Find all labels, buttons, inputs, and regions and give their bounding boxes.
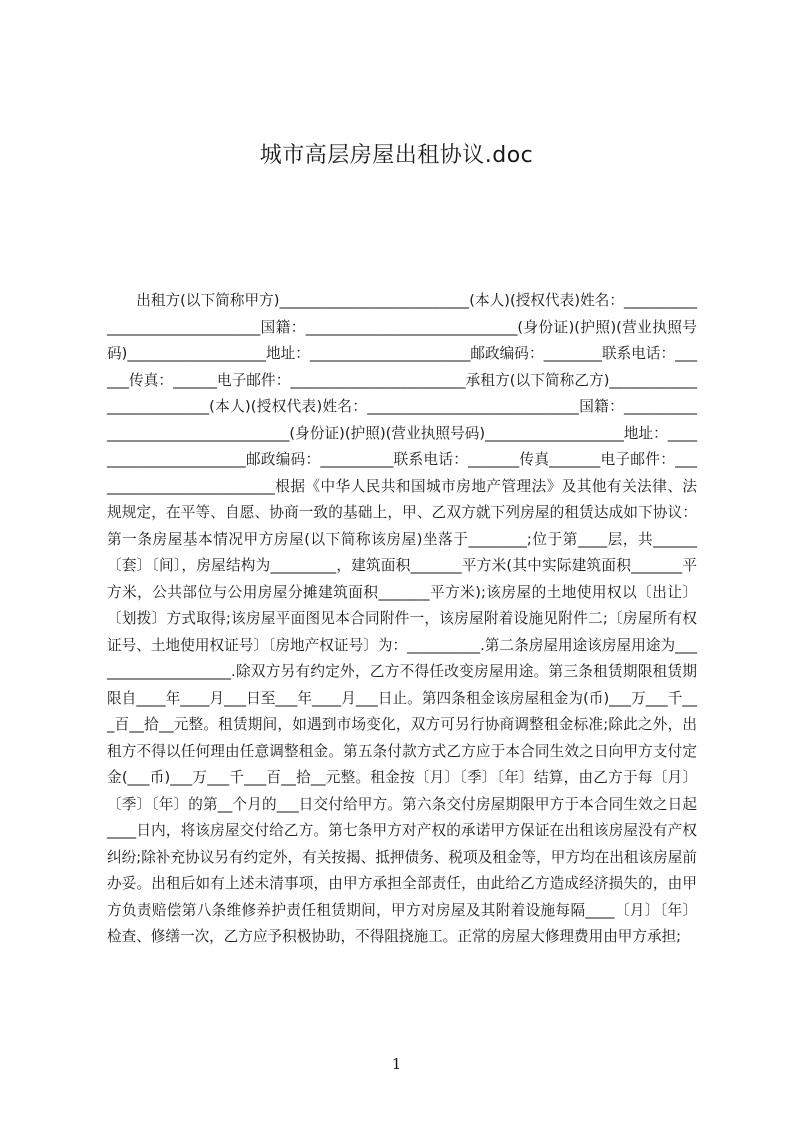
document-body-paragraph: 出租方(以下简称甲方)__________________________(本人)(授权代表)姓名：_______________________________国籍：_____________________________(身份证)(护照)(营业执照号码)___________________地址：______________________邮政编码：________联系电话：______传真：______电子邮件：________________________承租方(以下简称乙方)__________________________(本人)(授权代表)姓名：_____________________________国籍：___________________________________(身份证)(护照)(营业执照号码)___________________地址：_______________________邮政编码：__________联系电话：_______传真_______电子邮件：__________________________根据《中华人民共和国城市房地产管理法》及其他有关法律、法规规定，在平等、自愿、协商一致的基础上，甲、乙双方就下列房屋的租赁达成如下协议：第一条房屋基本情况甲方房屋(以下简称该房屋)坐落于________;位于第____层，共______〔套〕〔间〕，房屋结构为_________，建筑面积_______平方米(其中实际建筑面积_______平方米，公共部位与公用房屋分摊建筑面积_______平方米);该房屋的土地使用权以〔出让〕〔划拨〕方式取得;该房屋平面图见本合同附件一，该房屋附着设施见附件二;〔房屋所有权证号、土地使用权证号〕〔房地产权证号〕为：__________.第二条房屋用途该房屋用途为____________________.除双方另有约定外，乙方不得任改变房屋用途。第三条租赁期限租赁期限自____年____月___日至___年____月___日止。第四条租金该房屋租金为(币)___万___千___百__拾__元整。租赁期间，如遇到市场变化，双方可另行协商调整租金标准;除此之外，出租方不得以任何理由任意调整租金。第五条付款方式乙方应于本合同生效之日向甲方支付定金(___币)___万___千___百__拾__元整。租金按〔月〕〔季〕〔年〕结算，由乙方于每〔月〕〔季〕〔年〕的第__个月的___日交付给甲方。第六条交付房屋期限甲方于本合同生效之日起____日内，将该房屋交付给乙方。第七条甲方对产权的承诺甲方保证在出租该房屋没有产权纠纷;除补充协议另有约定外，有关按揭、抵押债务、税项及租金等，甲方均在出租该房屋前办妥。出租后如有上述未清事项，由甲方承担全部责任，由此给乙方造成经济损失的，由甲方负责赔偿第八条维修养护责任租赁期间，甲方对房屋及其附着设施每隔____〔月〕〔年〕检查、修缮一次，乙方应予积极协助，不得阻挠施工。正常的房屋大修理费用由甲方承担; <box>107 292 697 945</box>
document-title: 城市高层房屋出租协议.doc <box>259 143 534 168</box>
page-number: 1 <box>391 1055 402 1073</box>
